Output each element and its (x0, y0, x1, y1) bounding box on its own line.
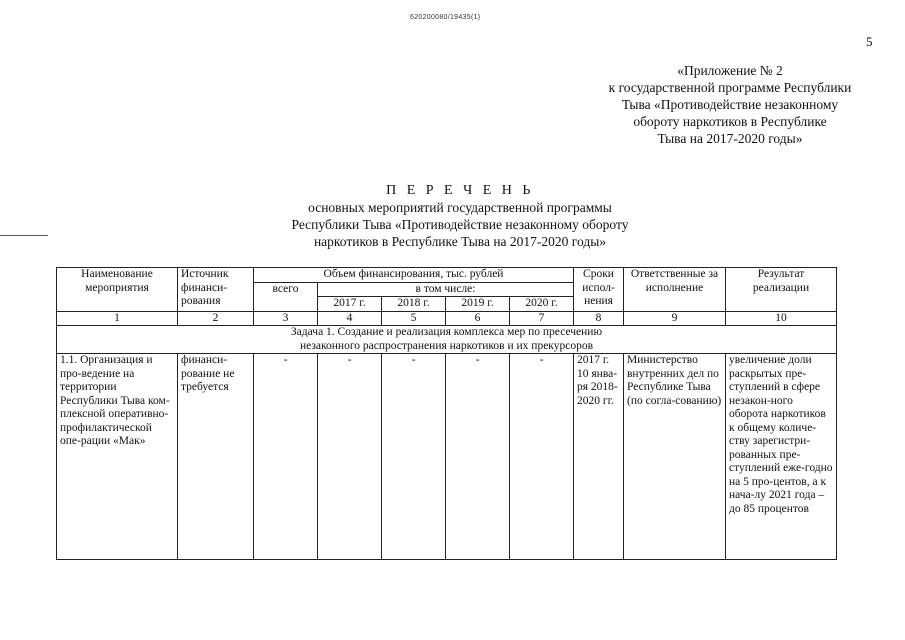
column-number: 3 (254, 311, 318, 326)
header-source: Источник финанси-рования (178, 268, 254, 312)
column-number: 10 (726, 311, 837, 326)
document-id: 620200080/19435(1) (410, 14, 481, 21)
cell-2017: - (318, 354, 382, 560)
column-number: 9 (624, 311, 726, 326)
cell-result: увеличение доли раскрытых пре-ступлений в сфере незакон-ного оборота наркотиков к общему количе-ству зарегистри-рованных пре-ступлений еже-годно на 5 про-центов, а к нача-лу 2021 года – до 85 процентов (726, 354, 837, 560)
cell-source: финанси-рование не требуется (178, 354, 254, 560)
appendix-line: Тыва на 2017-2020 годы» (657, 131, 803, 146)
appendix-line: Тыва «Противодействие незаконному (621, 97, 839, 112)
column-number: 1 (57, 311, 178, 326)
cell-deadline: 2017 г. 10 янва-ря 2018-2020 гг. (574, 354, 624, 560)
task-line: незаконного распространения наркотиков и их прекурсоров (299, 339, 594, 352)
cell-2020: - (510, 354, 574, 560)
header-funding: Объем финансирования, тыс. рублей (254, 268, 574, 283)
cell-2019: - (446, 354, 510, 560)
header-year: 2020 г. (510, 297, 574, 312)
column-number: 2 (178, 311, 254, 326)
header-row (57, 268, 837, 283)
column-number: 4 (318, 311, 382, 326)
cell-total: - (254, 354, 318, 560)
page-number: 5 (866, 34, 873, 49)
cell-name: 1.1. Организация и про-ведение на территории Республики Тыва ком-плексной оперативно-профилактической опе-рации «Мак» (57, 354, 178, 560)
cell-responsible: Министерство внутренних дел по Республике Тыва (по согла-сованию) (624, 354, 726, 560)
title-line: наркотиков в Республике Тыва на 2017-2020 годы» (313, 234, 607, 249)
column-number: 7 (510, 311, 574, 326)
task-line: Задача 1. Создание и реализация комплекса мер по пресечению (290, 326, 603, 338)
task-heading (57, 326, 837, 354)
document-title (200, 182, 720, 250)
header-including: в том числе: (318, 282, 574, 297)
appendix-header (580, 62, 880, 147)
title-line: Республики Тыва «Противодействие незаконному обороту (291, 217, 629, 232)
cell-2018: - (382, 354, 446, 560)
column-number-row (57, 311, 837, 326)
column-number: 5 (382, 311, 446, 326)
header-year: 2019 г. (446, 297, 510, 312)
column-number: 6 (446, 311, 510, 326)
table-row (57, 354, 837, 560)
header-year: 2017 г. (318, 297, 382, 312)
column-number: 8 (574, 311, 624, 326)
appendix-line: к государственной программе Республики (608, 80, 852, 95)
header-deadline: Сроки испол-нения (574, 268, 624, 312)
header-result: Результат реализации (726, 268, 837, 312)
measures-table (56, 267, 837, 560)
header-total: всего (254, 282, 318, 311)
title-line: основных мероприятий государственной программы (308, 200, 612, 215)
header-year: 2018 г. (382, 297, 446, 312)
appendix-line: «Приложение № 2 (677, 63, 783, 78)
header-name: Наименование мероприятия (57, 268, 178, 312)
header-responsible: Ответственные за исполнение (624, 268, 726, 312)
appendix-line: обороту наркотиков в Республике (633, 114, 827, 129)
margin-line (0, 235, 48, 236)
title-heading: П Е Р Е Ч Е Н Ь (386, 183, 534, 198)
task-row (57, 326, 837, 354)
